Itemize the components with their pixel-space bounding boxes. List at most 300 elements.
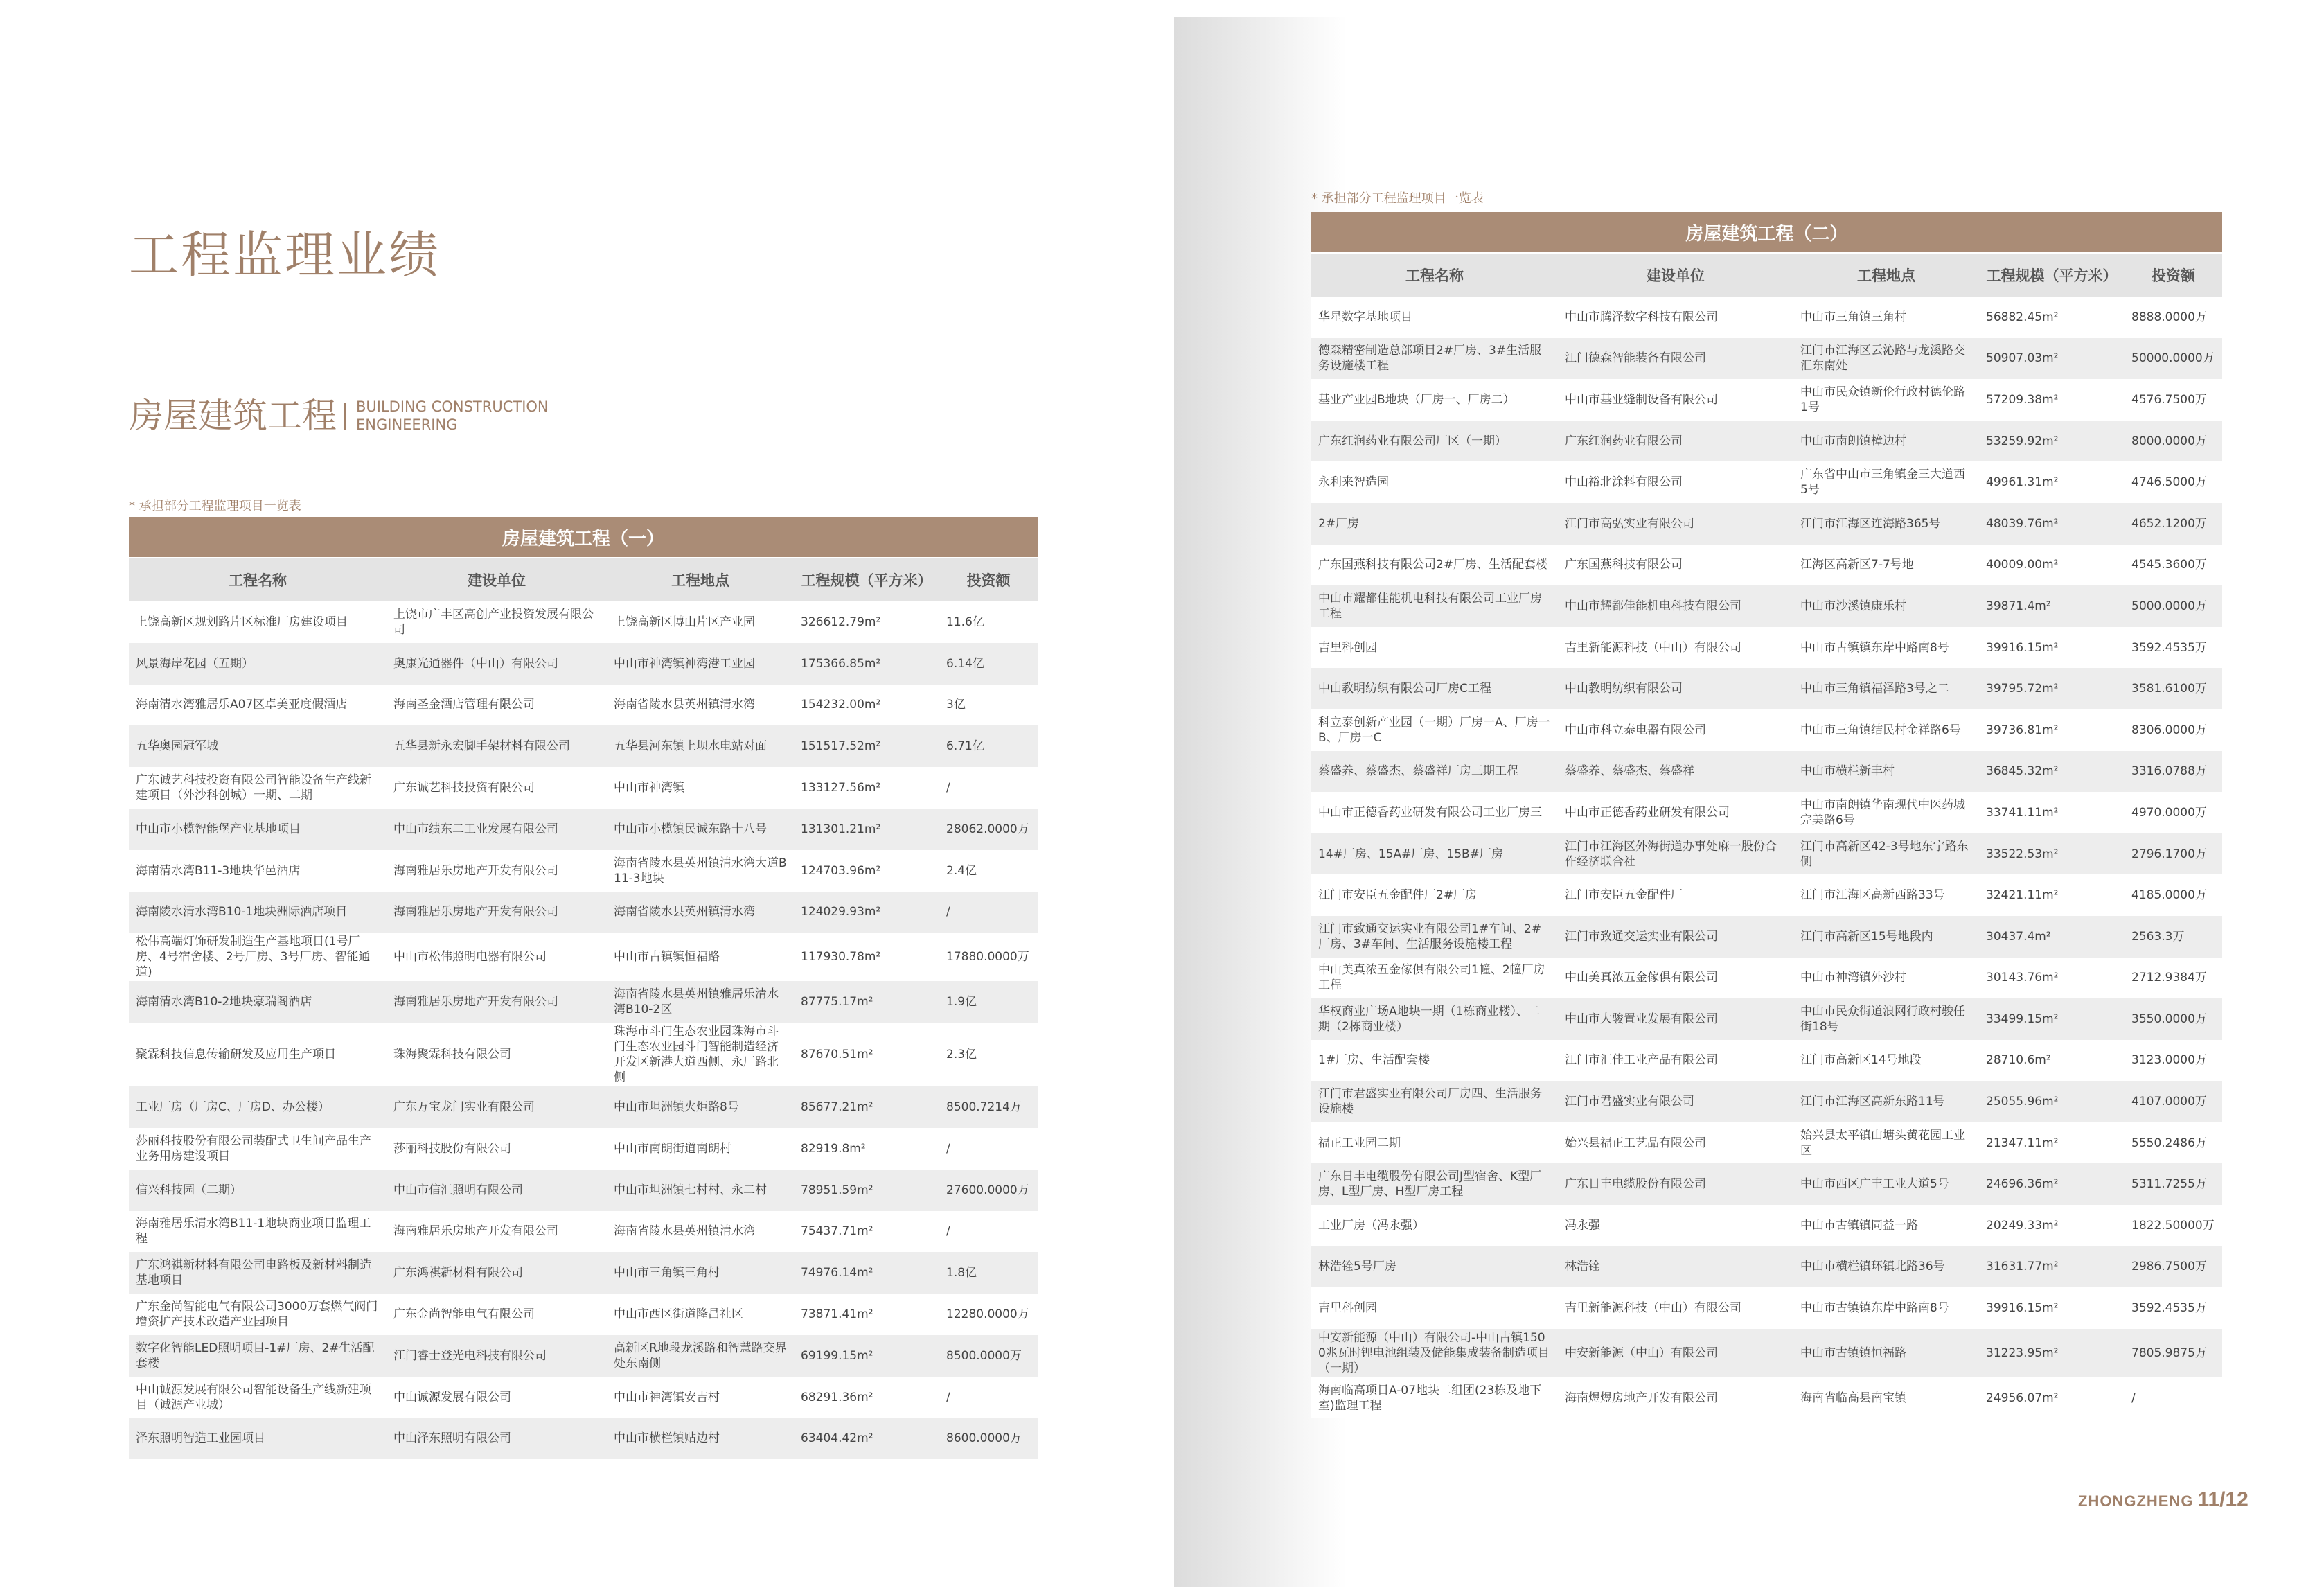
table-cell: 中山市古镇镇东岸中路南8号: [1793, 1287, 1979, 1329]
table-cell: 广东红润药业有限公司: [1558, 421, 1793, 462]
table-cell: 数字化智能LED照明项目-1#厂房、2#生活配套楼: [129, 1335, 387, 1377]
table-cell: 基业产业园B地块（厂房一、厂房二）: [1311, 379, 1558, 421]
page-title: 工程监理业绩: [129, 226, 441, 284]
table-cell: 海南雅居乐房地产开发有限公司: [387, 981, 607, 1023]
table-cell: 吉里科创园: [1311, 627, 1558, 669]
table-cell: 上饶高新区规划路片区标准厂房建设项目: [129, 601, 387, 643]
table-cell: 27600.0000万: [939, 1170, 1038, 1211]
table-cell: 4970.0000万: [2125, 792, 2222, 833]
table-cell: 17880.0000万: [939, 933, 1038, 981]
table-cell: 始兴县太平镇山塘头黄花园工业区: [1793, 1122, 1979, 1164]
table-cell: 中山市民众镇新伦行政村德伦路1号: [1793, 379, 1979, 421]
table-cell: 175366.85m²: [794, 643, 939, 685]
table-cell: 广东国燕科技有限公司2#厂房、生活配套楼: [1311, 545, 1558, 586]
table-row: [1311, 297, 2222, 338]
table-cell: 3581.6100万: [2125, 668, 2222, 709]
table-row: [1311, 1205, 2222, 1246]
table-cell: 87670.51m²: [794, 1023, 939, 1086]
table-cell: 福正工业园二期: [1311, 1122, 1558, 1164]
column-header: 建设单位: [1558, 253, 1793, 297]
table-cell: 江门市高弘实业有限公司: [1558, 503, 1793, 545]
table-cell: 江门市君盛实业有限公司厂房四、生活服务设施楼: [1311, 1081, 1558, 1122]
table-cell: 江门市江海区外海街道办事处麻一股份合作经济联合社: [1558, 833, 1793, 875]
table-cell: 7805.9875万: [2125, 1329, 2222, 1377]
table-cell: 高新区R地段龙溪路和智慧路交界处东南侧: [607, 1335, 794, 1377]
table-cell: 39916.15m²: [1979, 627, 2125, 669]
table-cell: 冯永强: [1558, 1205, 1793, 1246]
table-cell: 中山市松伟照明电器有限公司: [387, 933, 607, 981]
section-title-en-line1: BUILDING CONSTRUCTION: [356, 398, 549, 415]
column-header: 工程规模（平方米）: [794, 558, 939, 601]
table-cell: 海南煜煜房地产开发有限公司: [1558, 1377, 1793, 1419]
table-cell: 48039.76m²: [1979, 503, 2125, 545]
table-row: [1311, 958, 2222, 999]
table-cell: 中山市三角镇三角村: [607, 1252, 794, 1294]
page-footer: [2078, 1488, 2248, 1512]
table-cell: 江门市致通交运实业有限公司: [1558, 916, 1793, 958]
table-cell: 2563.3万: [2125, 916, 2222, 958]
table-cell: 江门市江海区云沁路与龙溪路交汇东南处: [1793, 338, 1979, 380]
table-cell: 广东红润药业有限公司厂区（一期）: [1311, 421, 1558, 462]
table-row: [1311, 585, 2222, 627]
table-cell: 33741.11m²: [1979, 792, 2125, 833]
table-cell: 中山美真浓五金傢俱有限公司: [1558, 958, 1793, 999]
table-cell: 3550.0000万: [2125, 998, 2222, 1040]
table-row: [1311, 1122, 2222, 1164]
table-cell: 39871.4m²: [1979, 585, 2125, 627]
table-1-header-row: [129, 558, 1038, 601]
table-cell: 3592.4535万: [2125, 1287, 2222, 1329]
table-cell: 中山教明纺织有限公司: [1558, 668, 1793, 709]
table-cell: 中山市南朗街道南朗村: [607, 1128, 794, 1170]
table-cell: 49961.31m²: [1979, 461, 2125, 503]
table-cell: 中山市民众街道浪网行政村骏任街18号: [1793, 998, 1979, 1040]
table-cell: 中山市基业缝制设备有限公司: [1558, 379, 1793, 421]
table-cell: 中山市腾泽数字科技有限公司: [1558, 297, 1793, 338]
table-cell: 海南雅居乐房地产开发有限公司: [387, 850, 607, 892]
table-1-note: * 承担部分工程监理项目一览表: [129, 499, 301, 513]
table-cell: /: [939, 767, 1038, 809]
table-row: [129, 1170, 1038, 1211]
table-cell: 江门市高新区14号地段: [1793, 1040, 1979, 1082]
table-cell: 5550.2486万: [2125, 1122, 2222, 1164]
table-1: [129, 517, 1038, 1459]
table-row: [129, 1211, 1038, 1253]
table-cell: 中安新能源（中山）有限公司-中山古镇1500兆瓦时锂电池组装及储能集成装备制造项目（一期）: [1311, 1329, 1558, 1377]
table-cell: 松伟高端灯饰研发制造生产基地项目(1号厂房、4号宿舍楼、2号厂房、3号厂房、智能通道): [129, 933, 387, 981]
table-cell: 海南临高项目A-07地块二组团(23栋及地下室)监理工程: [1311, 1377, 1558, 1419]
table-cell: 江门市江海区高新西路33号: [1793, 874, 1979, 916]
table-cell: 75437.71m²: [794, 1211, 939, 1253]
table-cell: 33499.15m²: [1979, 998, 2125, 1040]
table-cell: 江门市高新区15号地段内: [1793, 916, 1979, 958]
table-cell: 6.14亿: [939, 643, 1038, 685]
table-cell: 57209.38m²: [1979, 379, 2125, 421]
table-cell: 326612.79m²: [794, 601, 939, 643]
table-cell: 广东省中山市三角镇金三大道西5号: [1793, 461, 1979, 503]
table-cell: 50907.03m²: [1979, 338, 2125, 380]
table-cell: 56882.45m²: [1979, 297, 2125, 338]
table-cell: 2.3亿: [939, 1023, 1038, 1086]
table-cell: 工业厂房（冯永强）: [1311, 1205, 1558, 1246]
table-row: [129, 1377, 1038, 1418]
table-cell: 31631.77m²: [1979, 1246, 2125, 1288]
section-title-cn: 房屋建筑工程: [129, 396, 337, 436]
table-cell: 8500.0000万: [939, 1335, 1038, 1377]
table-cell: 28710.6m²: [1979, 1040, 2125, 1082]
table-cell: 中山美真浓五金傢俱有限公司1幢、2幢厂房工程: [1311, 958, 1558, 999]
table-cell: 海南省陵水县英州镇雅居乐清水湾B10-2区: [607, 981, 794, 1023]
table-cell: 中山市横栏新丰村: [1793, 751, 1979, 793]
table-row: [1311, 1287, 2222, 1329]
table-cell: /: [939, 1377, 1038, 1418]
table-row: [1311, 379, 2222, 421]
table-cell: 1.8亿: [939, 1252, 1038, 1294]
table-cell: 78951.59m²: [794, 1170, 939, 1211]
table-cell: 海南清水湾雅居乐A07区卓美亚度假酒店: [129, 685, 387, 726]
table-row: [1311, 916, 2222, 958]
table-cell: 8000.0000万: [2125, 421, 2222, 462]
table-cell: 中山市绩东二工业发展有限公司: [387, 809, 607, 850]
table-cell: 中山裕北涂料有限公司: [1558, 461, 1793, 503]
table-row: [129, 1418, 1038, 1460]
table-cell: 30437.4m²: [1979, 916, 2125, 958]
table-2-caption: 房屋建筑工程（二）: [1311, 212, 2222, 253]
table-row: [1311, 751, 2222, 793]
table-cell: 6.71亿: [939, 725, 1038, 767]
table-cell: 五华县河东镇上坝水电站对面: [607, 725, 794, 767]
table-cell: 中山市信汇照明有限公司: [387, 1170, 607, 1211]
table-cell: 151517.52m²: [794, 725, 939, 767]
table-cell: 5311.7255万: [2125, 1163, 2222, 1205]
table-cell: 14#厂房、15A#厂房、15B#厂房: [1311, 833, 1558, 875]
table-cell: 40009.00m²: [1979, 545, 2125, 586]
table-row: [129, 850, 1038, 892]
table-cell: 江门市安臣五金配件厂: [1558, 874, 1793, 916]
table-row: [1311, 1246, 2222, 1288]
table-cell: 珠海市斗门生态农业园珠海市斗门生态农业园斗门智能制造经济开发区新港大道西侧、永厂路北侧: [607, 1023, 794, 1086]
table-cell: 63404.42m²: [794, 1418, 939, 1460]
table-cell: 中山市沙溪镇康乐村: [1793, 585, 1979, 627]
table-cell: /: [939, 1128, 1038, 1170]
table-cell: 中安新能源（中山）有限公司: [1558, 1329, 1793, 1377]
table-cell: 海南省陵水县英州镇清水湾: [607, 892, 794, 933]
table-cell: 广东诚艺科技投资有限公司: [387, 767, 607, 809]
table-cell: 中山市耀都佳能机电科技有限公司工业厂房工程: [1311, 585, 1558, 627]
table-cell: 中山市正德香药业研发有限公司工业厂房三: [1311, 792, 1558, 833]
table-cell: 50000.0000万: [2125, 338, 2222, 380]
table-cell: 广东国燕科技有限公司: [1558, 545, 1793, 586]
table-row: [129, 685, 1038, 726]
table-row: [129, 1023, 1038, 1086]
table-cell: 江门市高新区42-3号地东宁路东侧: [1793, 833, 1979, 875]
table-cell: 中山市南朗镇樟边村: [1793, 421, 1979, 462]
table-cell: 8500.7214万: [939, 1086, 1038, 1128]
table-cell: 聚霖科技信息传输研发及应用生产项目: [129, 1023, 387, 1086]
table-row: [1311, 1040, 2222, 1082]
table-row: [129, 1335, 1038, 1377]
table-row: [1311, 709, 2222, 751]
table-cell: 1#厂房、生活配套楼: [1311, 1040, 1558, 1082]
section-divider: [344, 403, 346, 430]
table-cell: 永利来智造园: [1311, 461, 1558, 503]
table-row: [1311, 1163, 2222, 1205]
table-cell: 珠海聚霖科技有限公司: [387, 1023, 607, 1086]
table-cell: 中山教明纺织有限公司厂房C工程: [1311, 668, 1558, 709]
table-cell: 广东鸿祺新材料有限公司: [387, 1252, 607, 1294]
table-cell: 36845.32m²: [1979, 751, 2125, 793]
table-cell: 4746.5000万: [2125, 461, 2222, 503]
table-cell: 12280.0000万: [939, 1294, 1038, 1335]
table-cell: 中山市神湾镇: [607, 767, 794, 809]
table-cell: 广东日丰电缆股份有限公司: [1558, 1163, 1793, 1205]
table-cell: 中山市横栏镇环镇北路36号: [1793, 1246, 1979, 1288]
table-cell: 吉里科创园: [1311, 1287, 1558, 1329]
table-cell: 4576.7500万: [2125, 379, 2222, 421]
table-2-body: [1311, 297, 2222, 1418]
table-cell: 中山市神湾镇外沙村: [1793, 958, 1979, 999]
table-row: [1311, 461, 2222, 503]
table-row: [1311, 627, 2222, 669]
table-row: [1311, 874, 2222, 916]
table-cell: 131301.21m²: [794, 809, 939, 850]
table-cell: 海南清水湾B10-2地块豪瑞阁酒店: [129, 981, 387, 1023]
table-cell: 广东诚艺科技投资有限公司智能设备生产线新建项目（外沙科创城）一期、二期: [129, 767, 387, 809]
table-cell: 信兴科技园（二期）: [129, 1170, 387, 1211]
table-cell: 泽东照明智造工业园项目: [129, 1418, 387, 1460]
table-cell: 3592.4535万: [2125, 627, 2222, 669]
table-cell: 中山市大骏置业发展有限公司: [1558, 998, 1793, 1040]
table-cell: 广东金尚智能电气有限公司: [387, 1294, 607, 1335]
table-cell: 2#厂房: [1311, 503, 1558, 545]
table-row: [129, 1128, 1038, 1170]
table-row: [1311, 1081, 2222, 1122]
table-cell: 江门市致通交运实业有限公司1#车间、2#厂房、3#车间、生活服务设施楼工程: [1311, 916, 1558, 958]
table-cell: 28062.0000万: [939, 809, 1038, 850]
column-header: 工程名称: [129, 558, 387, 601]
table-cell: 广东金尚智能电气有限公司3000万套燃气阀门增资扩产技术改造产业园项目: [129, 1294, 387, 1335]
table-row: [129, 809, 1038, 850]
table-cell: 31223.95m²: [1979, 1329, 2125, 1377]
footer-page-numbers: 11/12: [2197, 1488, 2248, 1511]
table-cell: 154232.00m²: [794, 685, 939, 726]
table-cell: 2796.1700万: [2125, 833, 2222, 875]
table-cell: 1822.50000万: [2125, 1205, 2222, 1246]
table-1-caption: 房屋建筑工程（一）: [129, 517, 1038, 558]
table-cell: 中山市古镇镇恒福路: [607, 933, 794, 981]
table-cell: 中山市西区广丰工业大道5号: [1793, 1163, 1979, 1205]
table-cell: /: [939, 1211, 1038, 1253]
table-cell: 林浩铨5号厂房: [1311, 1246, 1558, 1288]
column-header: 投资额: [2125, 253, 2222, 297]
table-cell: 中山市小榄镇民诚东路十八号: [607, 809, 794, 850]
table-cell: 2986.7500万: [2125, 1246, 2222, 1288]
table-cell: 8600.0000万: [939, 1418, 1038, 1460]
table-cell: 117930.78m²: [794, 933, 939, 981]
column-header: 工程规模（平方米）: [1979, 253, 2125, 297]
table-cell: 广东日丰电缆股份有限公司J型宿舍、K型厂房、L型厂房、H型厂房工程: [1311, 1163, 1558, 1205]
table-cell: 蔡盛养、蔡盛杰、蔡盛祥厂房三期工程: [1311, 751, 1558, 793]
table-cell: 2.4亿: [939, 850, 1038, 892]
table-cell: /: [2125, 1377, 2222, 1419]
section-title-en: [356, 398, 549, 434]
table-cell: 科立泰创新产业园（一期）厂房一A、厂房一B、厂房一C: [1311, 709, 1558, 751]
table-cell: 五华奥园冠军城: [129, 725, 387, 767]
table-cell: 江海区高新区7-7号地: [1793, 545, 1979, 586]
table-cell: 中山泽东照明有限公司: [387, 1418, 607, 1460]
table-row: [129, 643, 1038, 685]
table-1-body: [129, 601, 1038, 1459]
table-row: [129, 601, 1038, 643]
table-cell: 68291.36m²: [794, 1377, 939, 1418]
table-cell: 21347.11m²: [1979, 1122, 2125, 1164]
table-cell: 江门市安臣五金配件厂2#厂房: [1311, 874, 1558, 916]
table-row: [1311, 998, 2222, 1040]
table-cell: 中山市西区街道隆昌社区: [607, 1294, 794, 1335]
table-row: [1311, 1329, 2222, 1377]
table-cell: 32421.11m²: [1979, 874, 2125, 916]
table-cell: 蔡盛养、蔡盛杰、蔡盛祥: [1558, 751, 1793, 793]
table-cell: 124029.93m²: [794, 892, 939, 933]
column-header: 投资额: [939, 558, 1038, 601]
table-cell: 4545.3600万: [2125, 545, 2222, 586]
table-row: [129, 892, 1038, 933]
table-cell: 中山市神湾镇神湾港工业园: [607, 643, 794, 685]
table-cell: 中山市坦洲镇火炬路8号: [607, 1086, 794, 1128]
table-cell: 海南圣金酒店管理有限公司: [387, 685, 607, 726]
table-cell: 2712.9384万: [2125, 958, 2222, 999]
table-cell: 林浩铨: [1558, 1246, 1793, 1288]
table-cell: 吉里新能源科技（中山）有限公司: [1558, 1287, 1793, 1329]
table-cell: 工业厂房（厂房C、厂房D、办公楼）: [129, 1086, 387, 1128]
table-cell: 海南省陵水县英州镇清水湾: [607, 685, 794, 726]
table-cell: 39916.15m²: [1979, 1287, 2125, 1329]
table-cell: 江门德森智能装备有限公司: [1558, 338, 1793, 380]
footer-brand: ZHONGZHENG: [2078, 1492, 2194, 1510]
table-row: [1311, 338, 2222, 380]
table-row: [129, 981, 1038, 1023]
column-header: 工程地点: [1793, 253, 1979, 297]
table-row: [129, 1294, 1038, 1335]
table-row: [1311, 668, 2222, 709]
table-cell: 广东万宝龙门实业有限公司: [387, 1086, 607, 1128]
section-title-en-line2: ENGINEERING: [356, 416, 458, 433]
table-cell: 莎丽科技股份有限公司: [387, 1128, 607, 1170]
table-cell: 江门市江海区连海路365号: [1793, 503, 1979, 545]
table-cell: 5000.0000万: [2125, 585, 2222, 627]
table-cell: 海南雅居乐房地产开发有限公司: [387, 1211, 607, 1253]
table-2-note: * 承担部分工程监理项目一览表: [1311, 191, 1484, 206]
table-cell: 奥康光通器件（中山）有限公司: [387, 643, 607, 685]
table-cell: 82919.8m²: [794, 1128, 939, 1170]
table-cell: 69199.15m²: [794, 1335, 939, 1377]
table-cell: 39736.81m²: [1979, 709, 2125, 751]
table-row: [129, 1086, 1038, 1128]
column-header: 工程地点: [607, 558, 794, 601]
table-cell: 中山市小榄智能堡产业基地项目: [129, 809, 387, 850]
table-cell: 华权商业广场A地块一期（1栋商业楼）、二期（2栋商业楼）: [1311, 998, 1558, 1040]
table-cell: 吉里新能源科技（中山）有限公司: [1558, 627, 1793, 669]
table-cell: 20249.33m²: [1979, 1205, 2125, 1246]
table-cell: 中山市科立泰电器有限公司: [1558, 709, 1793, 751]
table-row: [1311, 545, 2222, 586]
table-cell: 33522.53m²: [1979, 833, 2125, 875]
table-cell: 8306.0000万: [2125, 709, 2222, 751]
table-cell: 3亿: [939, 685, 1038, 726]
table-cell: 74976.14m²: [794, 1252, 939, 1294]
table-cell: 广东鸿祺新材料有限公司电路板及新材料制造基地项目: [129, 1252, 387, 1294]
table-cell: 中山市古镇镇同益一路: [1793, 1205, 1979, 1246]
table-cell: 4185.0000万: [2125, 874, 2222, 916]
table-row: [129, 725, 1038, 767]
column-header: 建设单位: [387, 558, 607, 601]
column-header: 工程名称: [1311, 253, 1558, 297]
table-cell: 8888.0000万: [2125, 297, 2222, 338]
table-cell: 中山诚源发展有限公司智能设备生产线新建项目（诚源产业城）: [129, 1377, 387, 1418]
table-cell: 87775.17m²: [794, 981, 939, 1023]
table-cell: 24696.36m²: [1979, 1163, 2125, 1205]
table-cell: 中山市三角镇福泽路3号之二: [1793, 668, 1979, 709]
table-cell: 风景海岸花园（五期）: [129, 643, 387, 685]
table-cell: 华星数字基地项目: [1311, 297, 1558, 338]
table-row: [129, 933, 1038, 981]
table-cell: 中山市神湾镇安吉村: [607, 1377, 794, 1418]
table-cell: 39795.72m²: [1979, 668, 2125, 709]
table-cell: 3316.0788万: [2125, 751, 2222, 793]
table-cell: 海南雅居乐清水湾B11-1地块商业项目监理工程: [129, 1211, 387, 1253]
table-cell: 莎丽科技股份有限公司装配式卫生间产品生产业务用房建设项目: [129, 1128, 387, 1170]
table-cell: 中山市三角镇结民村金祥路6号: [1793, 709, 1979, 751]
table-cell: 133127.56m²: [794, 767, 939, 809]
table-cell: 德森精密制造总部项目2#厂房、3#生活服务设施楼工程: [1311, 338, 1558, 380]
table-cell: 始兴县福正工艺品有限公司: [1558, 1122, 1793, 1164]
table-cell: 海南陵水清水湾B10-1地块洲际酒店项目: [129, 892, 387, 933]
table-cell: 中山诚源发展有限公司: [387, 1377, 607, 1418]
table-cell: 中山市正德香药业研发有限公司: [1558, 792, 1793, 833]
table-cell: 中山市古镇镇东岸中路南8号: [1793, 627, 1979, 669]
table-cell: 海南省陵水县英州镇清水湾: [607, 1211, 794, 1253]
table-cell: 11.6亿: [939, 601, 1038, 643]
table-cell: 上饶高新区博山片区产业园: [607, 601, 794, 643]
table-cell: 中山市南朗镇华南现代中医药城完美路6号: [1793, 792, 1979, 833]
table-row: [1311, 833, 2222, 875]
table-cell: 海南清水湾B11-3地块华邑酒店: [129, 850, 387, 892]
table-cell: 上饶市广丰区高创产业投资发展有限公司: [387, 601, 607, 643]
table-cell: 海南省临高县南宝镇: [1793, 1377, 1979, 1419]
table-row: [1311, 421, 2222, 462]
table-cell: 江门市君盛实业有限公司: [1558, 1081, 1793, 1122]
table-2-header-row: [1311, 253, 2222, 297]
table-row: [1311, 792, 2222, 833]
table-2: [1311, 212, 2222, 1418]
table-row: [1311, 503, 2222, 545]
table-cell: 25055.96m²: [1979, 1081, 2125, 1122]
table-cell: 124703.96m²: [794, 850, 939, 892]
table-cell: 1.9亿: [939, 981, 1038, 1023]
table-row: [1311, 1377, 2222, 1419]
table-cell: 江门睿士登光电科技有限公司: [387, 1335, 607, 1377]
table-cell: 24956.07m²: [1979, 1377, 2125, 1419]
table-cell: 30143.76m²: [1979, 958, 2125, 999]
table-cell: 53259.92m²: [1979, 421, 2125, 462]
table-cell: 中山市三角镇三角村: [1793, 297, 1979, 338]
table-cell: /: [939, 892, 1038, 933]
table-cell: 中山市横栏镇贴边村: [607, 1418, 794, 1460]
table-cell: 中山市耀都佳能机电科技有限公司: [1558, 585, 1793, 627]
table-cell: 4652.1200万: [2125, 503, 2222, 545]
table-cell: 85677.21m²: [794, 1086, 939, 1128]
table-cell: 海南雅居乐房地产开发有限公司: [387, 892, 607, 933]
